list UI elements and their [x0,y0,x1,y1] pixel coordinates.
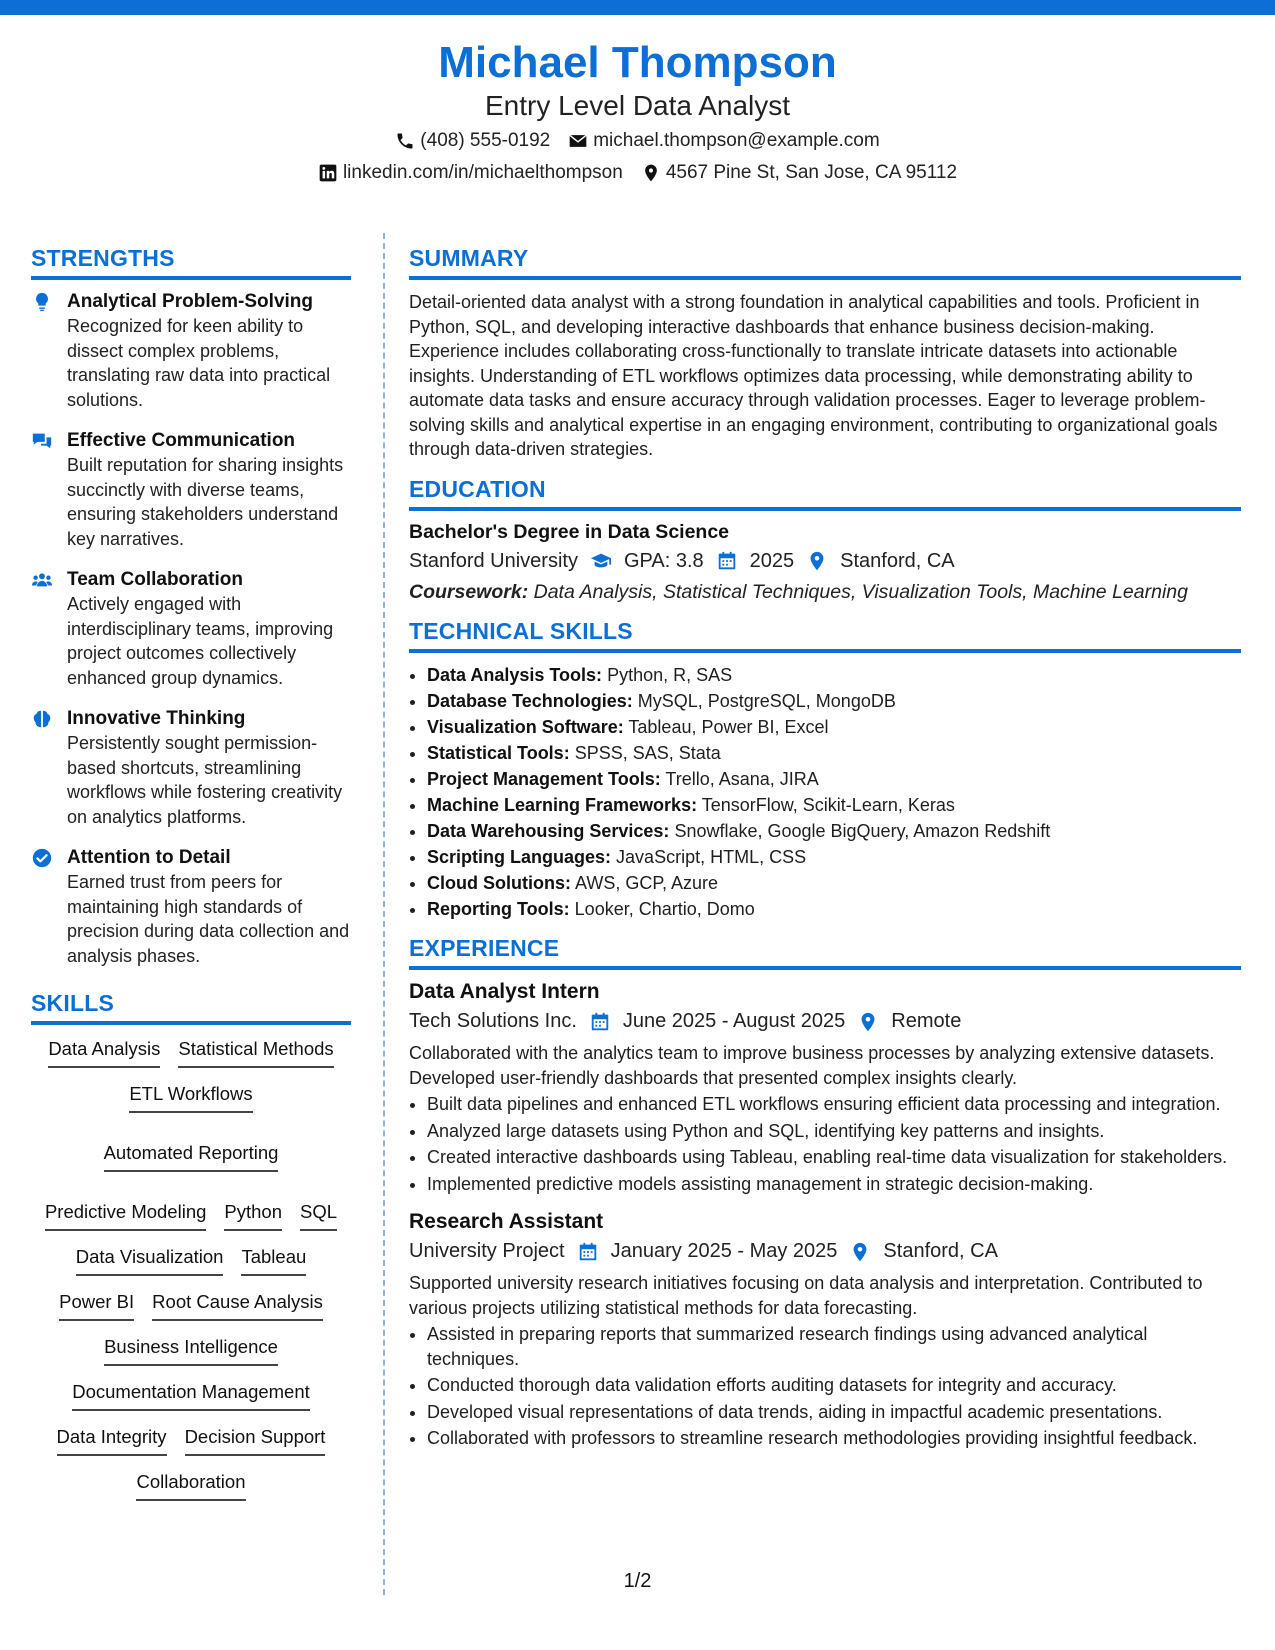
skill-label: Machine Learning Frameworks: [427,794,698,815]
right-column [409,245,1241,1465]
contact-row-2 [0,162,1275,184]
skill-value: SPSS, SAS, Stata [574,742,721,763]
skill-label: Visualization Software: [427,716,624,737]
skill-tag: Statistical Methods [178,1037,333,1068]
skill-tag: Predictive Modeling [45,1200,206,1231]
skill-tag: Collaboration [136,1470,245,1501]
address-text: 4567 Pine St, San Jose, CA 95112 [665,162,958,184]
skill-value: Trello, Asana, JIRA [665,768,819,789]
map-pin-icon [806,550,828,572]
email-text[interactable]: michael.thompson@example.com [593,130,880,152]
company-name: University Project [409,1240,565,1262]
strength-item [31,429,351,551]
address-contact [641,162,957,184]
skill-value: Snowflake, Google BigQuery, Amazon Redshift [674,820,1051,841]
envelope-icon [568,131,588,151]
skill-label: Scripting Languages: [427,846,612,867]
skill-tag: Decision Support [185,1425,326,1456]
candidate-name: Michael Thompson [438,38,837,87]
gpa-text: GPA: 3.8 [623,549,704,572]
job-bullets [409,1322,1241,1451]
skill-value: Tableau, Power BI, Excel [628,716,829,737]
job-meta [409,1010,1241,1033]
check-circle-icon [31,847,53,869]
strength-desc: Built reputation for sharing insights succinctly with diverse teams, ensuring stakeholders understand key narratives. [67,455,344,549]
job-title: Research Assistant [409,1210,604,1233]
skill-label: Reporting Tools: [427,898,570,919]
skill-label: Statistical Tools: [427,742,570,763]
strength-desc: Persistently sought permission-based shortcuts, streamlining workflows while fostering creativity on analytics platforms. [67,733,343,827]
skill-value: JavaScript, HTML, CSS [616,846,807,867]
strength-item [31,846,351,968]
education-meta [409,550,1241,573]
skills-tag-cloud [31,1031,351,1501]
strength-item [31,568,351,690]
skill-label: Cloud Solutions: [427,872,571,893]
strength-item [31,290,351,412]
job-description: Supported university research initiatives focusing on data analysis and interpretation. Contributed to various projects utilizing statistical methods for data forecasting. [409,1273,1203,1318]
calendar-icon [577,1241,599,1263]
page-number: 1/2 [623,1570,652,1592]
coursework-line [409,581,1241,604]
skill-tag: Root Cause Analysis [152,1290,323,1321]
map-pin-icon [857,1011,879,1033]
skills-heading: SKILLS [31,990,351,1025]
job-meta [409,1240,1241,1263]
comments-icon [31,430,53,452]
linkedin-contact[interactable] [318,162,623,184]
skill-value: AWS, GCP, Azure [575,872,719,893]
list-item: • Built data pipelines and enhanced ETL workflows ensuring efficient data processing and integration. [427,1092,1241,1117]
coursework-label: Coursework: [409,580,529,603]
job-location: Remote [891,1010,962,1032]
list-item: • Created interactive dashboards using Tableau, enabling real-time data visualization for stakeholders. [427,1145,1241,1170]
list-item [427,819,1241,844]
top-accent-bar [0,0,1275,15]
list-item [427,871,1241,896]
strengths-heading: STRENGTHS [31,245,351,280]
job-dates: June 2025 - August 2025 [622,1010,846,1032]
graduation-cap-icon [590,550,612,572]
skill-label: Data Analysis Tools: [427,664,603,685]
job-location: Stanford, CA [883,1240,998,1262]
coursework-list: Data Analysis, Statistical Techniques, Visualization Tools, Machine Learning [533,580,1188,603]
map-pin-icon [849,1241,871,1263]
list-item [427,845,1241,870]
list-item: • Collaborated with professors to streamline research methodologies providing insightful feedback. [427,1426,1241,1451]
skill-tag: Business Intelligence [104,1335,278,1366]
candidate-title: Entry Level Data Analyst [484,89,791,121]
skill-value: Python, R, SAS [607,664,733,685]
phone-icon [395,131,415,151]
summary-heading: SUMMARY [409,245,1241,280]
list-item [427,715,1241,740]
lightbulb-icon [31,291,53,313]
technical-skills-list [409,663,1241,922]
summary-text: Detail-oriented data analyst with a strong foundation in analytical capabilities and tools. Proficient in Python, SQL, and developing interactive dashboards that enhance business decision-making. Experience includes collaborating cross-functionally to translate intricate datasets into actionable insights. Understanding of ETL workflows optimizes data processing, while demonstrating ability to automate data tasks and ensure accuracy through validation processes. Eager to leverage problem-solving skills and analytical expertise in an engaging environment, contributing to organizational goals through data-driven strategies. [409,292,1218,459]
skill-value: TensorFlow, Scikit-Learn, Keras [701,794,955,815]
technical-skills-heading: TECHNICAL SKILLS [409,618,1241,653]
degree-name: Bachelor's Degree in Data Science [409,520,730,543]
list-item: • Implemented predictive models assisting management in strategic decision-making. [427,1172,1241,1197]
strength-desc: Earned trust from peers for maintaining high standards of precision during data collection and analysis phases. [67,872,350,966]
phone-contact [395,130,550,152]
list-item [427,689,1241,714]
school-name: Stanford University [409,549,578,572]
skill-tag: Data Analysis [48,1037,160,1068]
strength-desc: Recognized for keen ability to dissect complex problems, translating raw data into practical solutions. [67,316,331,410]
skill-tag: Data Integrity [57,1425,167,1456]
skill-tag: Tableau [241,1245,306,1276]
job-description: Collaborated with the analytics team to improve business processes by analyzing extensive datasets. Developed user-friendly dashboards that presented complex insights clearly. [409,1043,1215,1088]
resume-header [0,38,1275,184]
email-contact[interactable] [568,130,879,152]
strength-desc: Actively engaged with interdisciplinary teams, improving project outcomes collectively enhanced group dynamics. [67,594,334,688]
list-item [427,741,1241,766]
job-bullets [409,1092,1241,1196]
skill-tag: ETL Workflows [129,1082,252,1113]
skill-tag: Power BI [59,1290,134,1321]
strength-title: Innovative Thinking [67,708,246,729]
list-item [427,793,1241,818]
list-item: • Analyzed large datasets using Python and SQL, identifying key patterns and insights. [427,1119,1241,1144]
brain-icon [31,708,53,730]
skill-label: Data Warehousing Services: [427,820,670,841]
skill-label: Database Technologies: [427,690,633,711]
contact-row-1 [0,130,1275,152]
users-icon [31,569,53,591]
job-dates: January 2025 - May 2025 [610,1240,838,1262]
left-column [31,245,351,1501]
strength-item [31,707,351,829]
linkedin-icon [318,163,338,183]
skill-tag: Data Visualization [76,1245,224,1276]
calendar-icon [716,550,738,572]
skill-value: MySQL, PostgreSQL, MongoDB [637,690,896,711]
phone-text: (408) 555-0192 [420,130,551,152]
strength-title: Analytical Problem-Solving [67,291,313,312]
education-location: Stanford, CA [840,549,955,572]
linkedin-text[interactable]: linkedin.com/in/michaelthompson [342,162,623,184]
calendar-icon [589,1011,611,1033]
skill-tag: Python [224,1200,282,1231]
list-item [427,767,1241,792]
list-item [427,897,1241,922]
list-item: • Assisted in preparing reports that summarized research findings using advanced analytical techniques. [427,1322,1241,1371]
experience-heading: EXPERIENCE [409,935,1241,970]
education-heading: EDUCATION [409,476,1241,511]
strength-title: Attention to Detail [67,847,231,868]
skill-tag: SQL [300,1200,337,1231]
skill-label: Project Management Tools: [427,768,661,789]
skill-value: Looker, Chartio, Domo [574,898,755,919]
graduation-year: 2025 [749,549,795,572]
strength-title: Effective Communication [67,430,296,451]
map-pin-icon [641,163,661,183]
job-title: Data Analyst Intern [409,980,600,1003]
job-entry [409,1210,1241,1451]
skill-tag: Automated Reporting [104,1141,279,1172]
list-item: • Developed visual representations of data trends, aiding in impactful academic presentations. [427,1400,1241,1425]
list-item [427,663,1241,688]
skill-tag: Documentation Management [72,1380,310,1411]
company-name: Tech Solutions Inc. [409,1010,577,1032]
strength-title: Team Collaboration [67,569,243,590]
job-entry [409,980,1241,1196]
column-divider [383,233,385,1595]
list-item: • Conducted thorough data validation efforts auditing datasets for integrity and accuracy. [427,1373,1241,1398]
